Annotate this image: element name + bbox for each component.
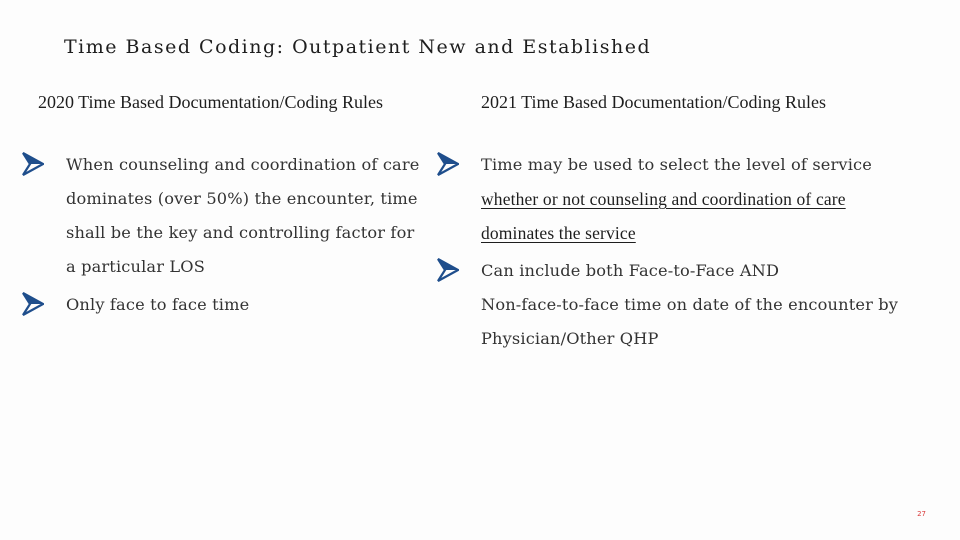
bullet-text-line: Only face to face time	[66, 295, 250, 314]
list-item	[437, 254, 917, 356]
bullet-text-line: Non-face-to-face time on date of the encounter by	[481, 295, 899, 314]
bullet-text-line: a particular LOS	[66, 257, 205, 276]
arrow-bullet-icon	[22, 152, 44, 176]
list-item	[22, 148, 422, 284]
list-item	[22, 288, 422, 322]
underlined-text-line: dominates the service	[481, 223, 636, 243]
right-bullet-list	[437, 148, 917, 360]
slide-title: Time Based Coding: Outpatient New and Established	[64, 36, 652, 58]
bullet-text-line: Can include both Face-to-Face AND	[481, 261, 780, 280]
bullet-text-line: shall be the key and controlling factor for	[66, 223, 415, 242]
arrow-bullet-icon	[437, 258, 459, 282]
page-number: 27	[917, 510, 926, 518]
left-column-heading: 2020 Time Based Documentation/Coding Rules	[38, 92, 383, 112]
left-bullet-list	[22, 148, 422, 326]
right-column-heading: 2021 Time Based Documentation/Coding Rules	[481, 92, 826, 112]
bullet-text-line: dominates (over 50%) the encounter, time	[66, 189, 418, 208]
arrow-bullet-icon	[22, 292, 44, 316]
underlined-text-line: whether or not counseling and coordination of care	[481, 189, 846, 209]
bullet-text-line: When counseling and coordination of care	[66, 155, 420, 174]
list-item	[437, 148, 917, 250]
bullet-text-line: Physician/Other QHP	[481, 329, 659, 348]
bullet-text-line: Time may be used to select the level of service	[481, 155, 872, 174]
arrow-bullet-icon	[437, 152, 459, 176]
